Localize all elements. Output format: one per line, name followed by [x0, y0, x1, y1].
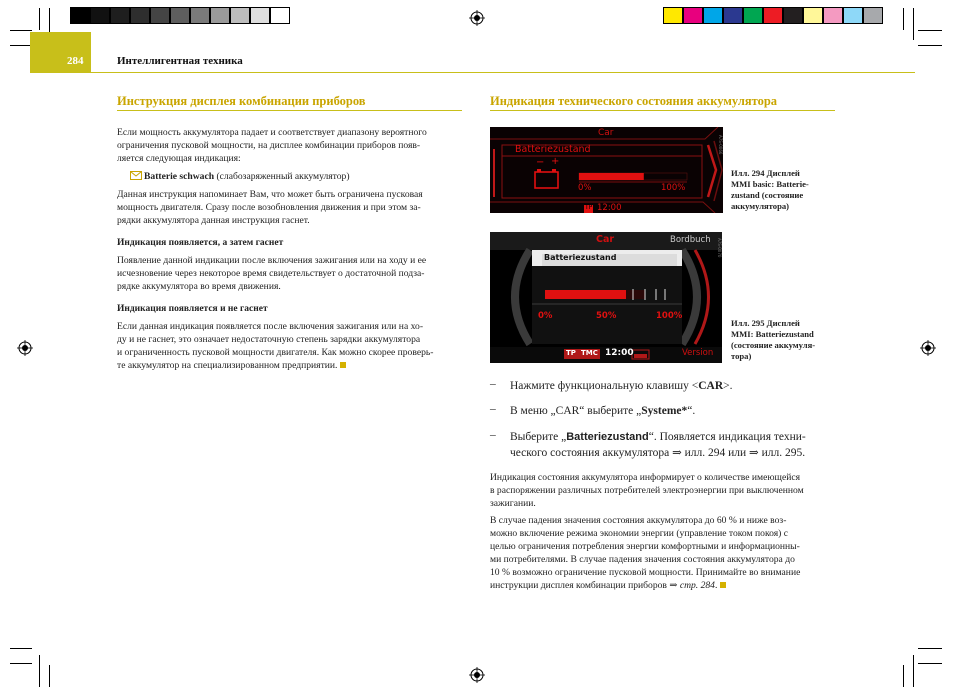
display2-time: 12:00	[605, 348, 634, 358]
page-reference-link[interactable]: стр. 284	[679, 580, 715, 591]
step-text: Нажмите функциональную клавишу <	[510, 380, 699, 392]
color-swatch	[703, 7, 723, 24]
color-swatch	[863, 7, 883, 24]
gray-swatch	[130, 7, 150, 24]
step-key: CAR	[698, 380, 724, 392]
display2-side-code: A7S-0070	[717, 238, 722, 258]
caption-line: MMI: Batteriezustand	[731, 329, 814, 339]
step-bullet: –	[490, 403, 496, 415]
crop-mark	[918, 45, 942, 46]
step-text: Выберите „	[510, 431, 567, 443]
text-line: можно включение режима экономии энергии (управление током покоя) с	[490, 528, 788, 539]
display2-version: Version	[682, 348, 714, 358]
display1-scale-left: 0%	[578, 183, 592, 193]
step-1	[510, 378, 733, 394]
crop-mark	[10, 663, 32, 664]
subheading-appears-stays: Индикация появляется и не гаснет	[117, 304, 268, 314]
text-line: В случае падения значения состояния аккумулятора до 60 % и ниже воз-	[490, 515, 787, 526]
page-number: 284	[67, 55, 84, 67]
text-line: ограничения пусковой мощности, на дисплее комбинации приборов появ-	[117, 140, 421, 151]
display1-side-code: A7S-0066	[718, 135, 723, 155]
gray-swatch	[70, 7, 90, 24]
color-swatch	[683, 7, 703, 24]
text-line: в распоряжении различных потребителей электроэнергии при выключенном	[490, 485, 804, 496]
text-line: Если мощность аккумулятора падает и соответствует диапазону вероятного	[117, 127, 427, 138]
step-key: Batteriezustand	[566, 431, 649, 443]
right-section-rule	[490, 110, 835, 111]
gray-swatch	[230, 7, 250, 24]
step-bullet: –	[490, 378, 496, 390]
text-line: рядки аккумулятора данная инструкция гаснет.	[117, 215, 310, 226]
display1-tp-badge: TP	[585, 204, 593, 211]
display2-scale-0: 0%	[538, 311, 553, 321]
sub1-paragraph	[117, 254, 467, 293]
registration-target-icon	[17, 340, 33, 356]
gray-swatch	[270, 7, 290, 24]
gray-swatch	[210, 7, 230, 24]
sub2-paragraph	[117, 320, 467, 372]
text-line: целью ограничения потребления энергии комфортными и информационны-	[490, 541, 800, 552]
display2-heading: Batteriezustand	[544, 253, 617, 262]
gray-swatch	[90, 7, 110, 24]
crop-mark	[913, 655, 914, 687]
color-swatch	[823, 7, 843, 24]
display1-scale-right: 100%	[661, 183, 686, 193]
step-3-line-2: ческого состояния аккумулятора ⇒ илл. 294 или ⇒ илл. 295.	[510, 447, 806, 459]
step-2	[510, 403, 695, 419]
crop-mark	[918, 648, 942, 649]
crop-mark	[903, 665, 904, 687]
caption-line: zustand (состояние	[731, 190, 804, 200]
crop-mark	[39, 655, 40, 687]
crop-mark	[903, 8, 904, 30]
end-of-section-marker	[340, 362, 346, 368]
display2-tmc: TMC	[581, 349, 598, 357]
envelope-warning-icon	[130, 171, 142, 180]
step-text: В меню „CAR“ выберите „	[510, 405, 642, 417]
color-swatch	[723, 7, 743, 24]
step-bullet: –	[490, 429, 496, 441]
display1-heading: Batteriezustand	[515, 144, 591, 155]
caption-line: Илл. 295 Дисплей	[731, 318, 800, 328]
caption-line: аккумулятора)	[731, 201, 790, 211]
crop-mark	[10, 45, 32, 46]
text-line: Появление данной индикации после включения зажигания или на ходу и ее	[117, 255, 427, 266]
text-line: инструкции дисплея комбинации приборов ⇒	[490, 580, 680, 591]
text-line: те аккумулятор на специализированном предприятии.	[117, 360, 338, 371]
step-text: “.	[687, 405, 696, 417]
caption-line: Илл. 294 Дисплей	[731, 168, 800, 178]
mmi-basic-display-graphic	[490, 127, 723, 213]
left-section-rule	[117, 110, 462, 111]
display1-time: 12:00	[597, 203, 622, 213]
battery-level-fill	[579, 173, 644, 180]
indicator-bold: Batterie schwach	[144, 171, 215, 182]
text-line: .	[714, 580, 718, 591]
indicator-line	[130, 170, 350, 183]
step-key: Systeme*	[641, 405, 688, 417]
text-line-last	[490, 579, 845, 592]
indicator-rest: (слабозаряженный аккумулятор)	[214, 171, 350, 182]
running-title: Интеллигентная техника	[117, 55, 243, 67]
display1-menu-label: Car	[598, 128, 614, 138]
text-line: рядке аккумулятора во время движения.	[117, 281, 281, 292]
display2-right-menu: Bordbuch	[670, 235, 711, 245]
step-3-line-1	[510, 429, 840, 445]
text-line: ду и не гаснет, это означает недостаточную степень зарядки аккумулятора	[117, 334, 421, 345]
text-line: зажигании.	[490, 498, 536, 509]
color-swatch	[663, 7, 683, 24]
after-indicator-paragraph	[117, 188, 467, 227]
battery-level-fill	[545, 290, 626, 299]
energy-saving-paragraph	[490, 514, 845, 592]
gray-swatch	[150, 7, 170, 24]
registration-target-icon	[469, 667, 485, 683]
end-of-section-marker	[720, 582, 726, 588]
text-line: ми потребителями. В случае падения значения состояния аккумулятора до	[490, 554, 795, 565]
display1-minus: −	[536, 157, 545, 168]
text-line-last	[117, 359, 467, 372]
text-line: Индикация состояния аккумулятора информирует о количестве имеющейся	[490, 472, 801, 483]
text-line: Если данная индикация появляется после включения зажигания или на хо-	[117, 321, 424, 332]
mmi-basic-display-image	[490, 127, 723, 213]
color-swatch	[803, 7, 823, 24]
subheading-appears-disappears: Индикация появляется, а затем гаснет	[117, 238, 284, 248]
battery-info-paragraph	[490, 471, 845, 510]
gray-swatch	[110, 7, 130, 24]
registration-target-icon	[469, 10, 485, 26]
figure-294-caption	[731, 168, 826, 212]
display1-plus: +	[551, 156, 560, 167]
left-section-title: Инструкция дисплея комбинации приборов	[117, 94, 366, 108]
step-3	[510, 429, 840, 461]
text-line: исчезновение через некоторое время свидетельствует о достаточной подза-	[117, 268, 425, 279]
caption-line: тора)	[731, 351, 752, 361]
mmi-display-image	[490, 232, 722, 363]
step-text: “. Появляется индикация техни-	[648, 431, 806, 443]
crop-mark	[39, 8, 40, 30]
crop-mark	[10, 30, 32, 31]
gray-swatch	[250, 7, 270, 24]
caption-line: (состояние аккумуля-	[731, 340, 816, 350]
crop-mark	[49, 665, 50, 687]
text-line: Данная инструкция напоминает Вам, что может быть ограничена пусковая	[117, 189, 423, 200]
header-rule	[30, 72, 915, 73]
display2-tp: TP	[566, 349, 576, 357]
step-text: >.	[723, 380, 733, 392]
intro-paragraph	[117, 126, 467, 165]
display2-menu-label: Car	[596, 234, 615, 245]
display2-scale-100: 100%	[656, 311, 683, 321]
figure-295-caption	[731, 318, 831, 362]
display2-scale-50: 50%	[596, 311, 617, 321]
color-swatch	[783, 7, 803, 24]
text-line: и ограниченность пусковой мощности двигателя. Как можно скорее проверь-	[117, 347, 434, 358]
color-swatch	[743, 7, 763, 24]
color-swatch	[763, 7, 783, 24]
mmi-display-graphic	[490, 232, 722, 363]
crop-mark	[913, 8, 914, 40]
registration-target-icon	[920, 340, 936, 356]
text-line: 10 % возможно ограничение пусковой мощности. Принимайте во внимание	[490, 567, 801, 578]
crop-mark	[918, 663, 942, 664]
gray-swatch	[190, 7, 210, 24]
text-line: мощность двигателя. Сразу после возобновления движения и при этом за-	[117, 202, 421, 213]
right-section-title: Индикация технического состояния аккумулятора	[490, 94, 778, 108]
crop-mark	[10, 648, 32, 649]
caption-line: MMI basic: Batterie-	[731, 179, 809, 189]
text-line: ляется следующая индикация:	[117, 153, 241, 164]
color-swatch	[843, 7, 863, 24]
gray-swatch	[170, 7, 190, 24]
crop-mark	[918, 30, 942, 31]
